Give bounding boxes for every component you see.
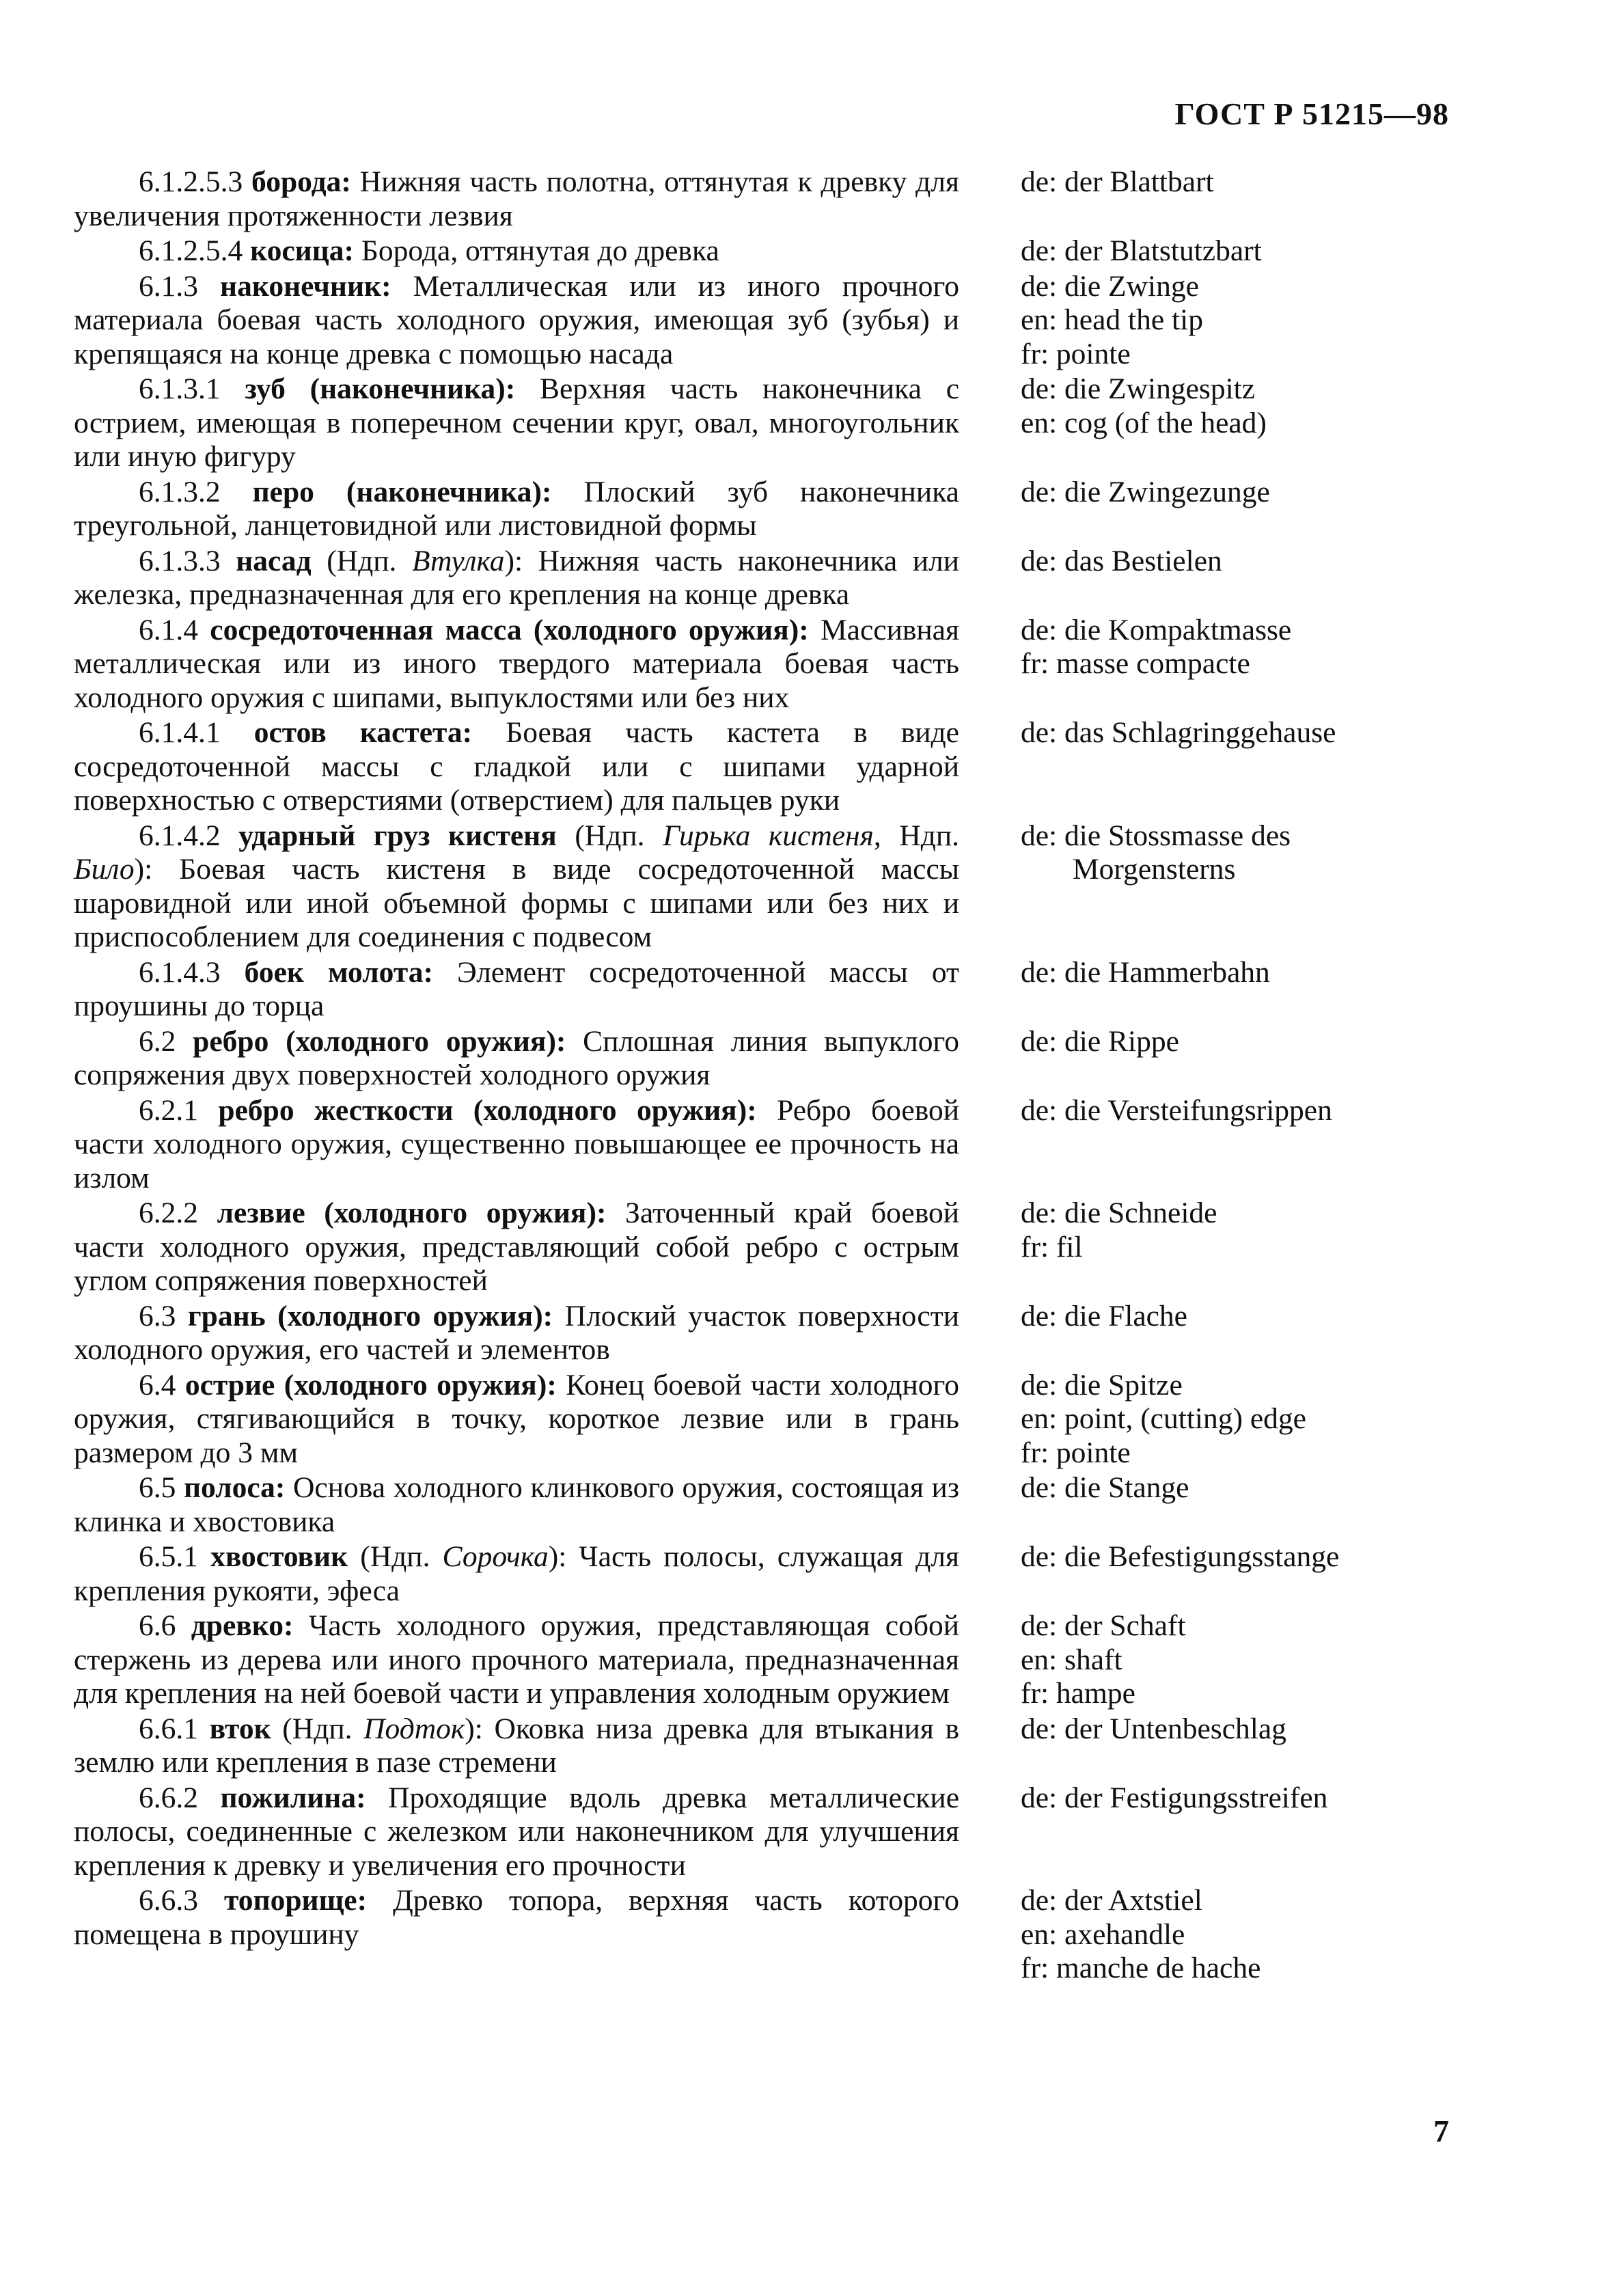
foreign-equivalents — [1021, 819, 1444, 955]
definition-text: Конец боевой части холодного оружия, стягивающийся в точку, короткое лезвие или в грань размером до 3 мм — [74, 1368, 959, 1469]
foreign-equivalents — [1021, 476, 1444, 543]
term-name: ребро (холодного оружия): — [193, 1024, 566, 1058]
term-number: 6.5.1 — [139, 1540, 198, 1573]
foreign-term: fr: pointe — [1021, 1436, 1131, 1469]
foreign-term: de: der Blattbart — [1021, 165, 1214, 198]
term-definition — [74, 1609, 959, 1711]
definition-text: Древко топора, верхняя часть которого помещена в проушину — [74, 1884, 960, 1951]
term-entry — [74, 1609, 1454, 1711]
term-number: 6.6.1 — [139, 1712, 198, 1745]
foreign-equivalents — [1021, 1884, 1444, 1986]
definition-text: Заточенный край боевой части холодного оружия, представляющий собой ребро с острым углом сопряжения поверхностей — [74, 1197, 960, 1297]
term-name: топорище: — [223, 1884, 368, 1917]
definition-text: Нижняя часть полотна, оттянутая к древку для увеличения протяженности лезвия — [74, 165, 959, 232]
definition-text: Часть холодного оружия, представляющая собой стержень из дерева или иного прочного материала, предназначенная для крепления на ней боевой части и управления холодным оружием — [74, 1609, 959, 1710]
definition-text: Плоский участок поверхности холодного оружия, его частей и элементов — [74, 1299, 959, 1366]
definition-text: Борода, оттянутая до древка — [354, 234, 719, 267]
definition-text: ): Боевая часть кистеня в виде сосредоточенной массы шаровидной или иной объемной формы с шипами или без них и приспособлением для соединения с подвесом — [74, 853, 959, 953]
term-entry — [74, 545, 1454, 612]
term-entry — [74, 819, 1454, 955]
deprecated-prefix: (Ндп. — [271, 1712, 364, 1745]
deprecated-term: Било — [74, 853, 135, 886]
term-number: 6.6.2 — [139, 1781, 198, 1814]
term-number: 6.1.2.5.4 — [139, 234, 243, 267]
foreign-equivalents — [1021, 1025, 1444, 1093]
term-definition — [74, 1300, 959, 1367]
term-name: лезвие (холодного оружия): — [217, 1197, 607, 1229]
foreign-equivalents — [1021, 1540, 1444, 1608]
term-definition — [74, 234, 959, 269]
definition-text: Ребро боевой части холодного оружия, существенно повышающее ее прочность на излом — [74, 1093, 959, 1194]
foreign-term: de: das Schlagringgehause — [1021, 716, 1336, 749]
term-number: 6.1.4.2 — [139, 819, 221, 852]
term-number: 6.1.4 — [139, 613, 198, 646]
term-entry — [74, 716, 1454, 818]
term-name: хвостовик — [210, 1540, 348, 1573]
term-number: 6.6.3 — [139, 1884, 198, 1917]
term-name: древко: — [191, 1609, 294, 1642]
term-entry — [74, 1884, 1454, 1986]
definition-text: ): Нижняя часть наконечника или железка, предназначенная для его крепления на конце древка — [74, 544, 959, 611]
term-definition — [74, 1540, 959, 1608]
deprecated-term: Гирька кистеня — [663, 819, 874, 852]
foreign-term: de: die Zwingespitz — [1021, 372, 1256, 405]
term-entry — [74, 614, 1454, 715]
foreign-term: de: die Befestigungsstange — [1021, 1540, 1340, 1573]
term-name: грань (холодного оружия): — [187, 1299, 553, 1332]
term-definition — [74, 1369, 959, 1471]
foreign-term: fr: manche de hache — [1021, 1952, 1261, 1984]
term-entry — [74, 1369, 1454, 1471]
term-definition — [74, 1471, 959, 1539]
term-name: ребро жесткости (холодного оружия): — [218, 1093, 757, 1127]
deprecated-prefix: , Ндп. — [873, 819, 960, 852]
term-definition — [74, 165, 959, 233]
term-definition — [74, 1712, 959, 1780]
deprecated-prefix: (Ндп. — [348, 1540, 443, 1573]
foreign-term: de: der Festigungsstreifen — [1021, 1781, 1328, 1814]
term-entry — [74, 956, 1454, 1024]
term-definition — [74, 1025, 959, 1093]
term-entry — [74, 165, 1454, 233]
term-definition — [74, 1094, 959, 1196]
term-name: наконечник: — [220, 269, 391, 303]
foreign-term: de: der Schaft — [1021, 1609, 1186, 1642]
foreign-term: de: die Spitze — [1021, 1368, 1183, 1402]
foreign-equivalents — [1021, 716, 1444, 818]
term-number: 6.1.3.2 — [139, 475, 221, 508]
foreign-term: de: die Versteifungsrippen — [1021, 1093, 1332, 1127]
term-entry — [74, 476, 1454, 543]
definition-text: ): Оковка низа древка для втыкания в землю или крепления в пазе стремени — [74, 1712, 960, 1779]
term-entry — [74, 372, 1454, 474]
foreign-term: de: der Untenbeschlag — [1021, 1712, 1286, 1745]
definition-text: Плоский зуб наконечника треугольной, ланцетовидной или листовидной формы — [74, 475, 959, 542]
term-entry — [74, 1471, 1454, 1539]
foreign-term: fr: hampe — [1021, 1677, 1135, 1710]
term-definition — [74, 270, 959, 372]
term-entry — [74, 270, 1454, 372]
term-entry — [74, 1094, 1454, 1196]
term-entry — [74, 234, 1454, 269]
foreign-term: de: die Stange — [1021, 1471, 1189, 1504]
term-name: острие (холодного оружия): — [184, 1368, 557, 1402]
definition-text: ): Часть полосы, служащая для крепления рукояти, эфеса — [74, 1540, 960, 1607]
term-entry — [74, 1197, 1454, 1298]
deprecated-prefix: (Ндп. — [311, 544, 412, 577]
foreign-equivalents — [1021, 1609, 1444, 1711]
definition-text: Металлическая или из иного прочного материала боевая часть холодного оружия, имеющая зуб (зубья) и крепящаяся на конце древка с помощью насада — [74, 269, 960, 370]
term-name: пожилина: — [220, 1781, 366, 1814]
definition-text: Сплошная линия выпуклого сопряжения двух поверхностей холодного оружия — [74, 1024, 960, 1091]
term-definition — [74, 819, 959, 955]
term-definition — [74, 1781, 959, 1883]
definition-text: Боевая часть кастета в виде сосредоточенной массы с гладкой или с шипами ударной поверхностью с отверстиями (отверстием) для пальцев руки — [74, 716, 959, 817]
term-name: боек молота: — [244, 955, 433, 989]
foreign-term: fr: pointe — [1021, 337, 1131, 370]
foreign-equivalents — [1021, 1712, 1444, 1780]
term-name: насад — [236, 544, 312, 577]
term-number: 6.1.2.5.3 — [139, 165, 243, 198]
term-entry — [74, 1712, 1454, 1780]
term-definition — [74, 956, 959, 1024]
term-entry — [74, 1781, 1454, 1883]
term-number: 6.1.3.1 — [139, 372, 221, 405]
foreign-equivalents — [1021, 1300, 1444, 1367]
term-number: 6.5 — [139, 1471, 176, 1504]
term-number: 6.2.1 — [139, 1093, 198, 1127]
foreign-term: en: axehandle — [1021, 1917, 1185, 1951]
definition-text: Массивная металлическая или из иного твердого материала боевая часть холодного оружия с шипами, выпуклостями или без них — [74, 613, 959, 714]
term-number: 6.1.4.1 — [139, 716, 221, 749]
foreign-term: de: die Schneide — [1021, 1197, 1217, 1229]
term-number: 6.6 — [139, 1609, 176, 1642]
foreign-equivalents — [1021, 234, 1444, 269]
foreign-equivalents — [1021, 545, 1444, 612]
foreign-equivalents — [1021, 1369, 1444, 1471]
term-number: 6.3 — [139, 1299, 176, 1332]
foreign-term: de: die Kompaktmasse — [1021, 613, 1292, 646]
term-entry — [74, 1300, 1454, 1367]
term-definition — [74, 476, 959, 543]
foreign-term: de: der Blatstutzbart — [1021, 234, 1262, 267]
term-definition — [74, 1197, 959, 1298]
term-entries — [74, 165, 1454, 1987]
term-number: 6.2.2 — [139, 1197, 198, 1229]
term-number: 6.1.3.3 — [139, 544, 221, 577]
foreign-term: de: die Zwinge — [1021, 269, 1199, 303]
deprecated-term: Сорочка — [442, 1540, 549, 1573]
term-name: вток — [209, 1712, 271, 1745]
foreign-equivalents — [1021, 165, 1444, 233]
foreign-term: de: der Axtstiel — [1021, 1884, 1202, 1917]
foreign-term: de: die Stossmasse des — [1021, 819, 1291, 852]
term-name: остов кастета: — [253, 716, 473, 749]
page-number: 7 — [1433, 2114, 1449, 2148]
term-definition — [74, 545, 959, 612]
foreign-equivalents — [1021, 956, 1444, 1024]
term-name: ударный груз кистеня — [238, 819, 557, 852]
term-number: 6.1.3 — [139, 269, 198, 303]
foreign-term: de: die Rippe — [1021, 1024, 1179, 1058]
foreign-term: fr: masse compacte — [1021, 647, 1250, 680]
foreign-equivalents — [1021, 1197, 1444, 1298]
term-entry — [74, 1025, 1454, 1093]
term-definition — [74, 716, 959, 818]
foreign-equivalents — [1021, 614, 1444, 715]
definition-text: Основа холодного клинкового оружия, состоящая из клинка и хвостовика — [74, 1471, 960, 1538]
term-definition — [74, 1884, 959, 1986]
foreign-equivalents — [1021, 1094, 1444, 1196]
foreign-term: Morgensterns — [1073, 853, 1236, 886]
definition-text: Элемент сосредоточенной массы от проушины до торца — [74, 955, 960, 1022]
foreign-term: en: shaft — [1021, 1643, 1122, 1676]
term-name: зуб (наконечника): — [245, 372, 516, 405]
foreign-term: en: point, (cutting) edge — [1021, 1402, 1306, 1435]
foreign-term: de: die Hammerbahn — [1021, 955, 1270, 989]
document-header: ГОСТ Р 51215—98 — [1174, 96, 1449, 131]
term-definition — [74, 614, 959, 715]
definition-text: Проходящие вдоль древка металлические полосы, соединенные с железком или наконечником для улучшения крепления к древку и увеличения его прочности — [74, 1781, 960, 1882]
foreign-term: de: das Bestielen — [1021, 544, 1222, 577]
foreign-equivalents — [1021, 270, 1444, 372]
term-number: 6.4 — [139, 1368, 176, 1402]
deprecated-term: Подток — [363, 1712, 465, 1745]
foreign-equivalents — [1021, 1781, 1444, 1883]
term-number: 6.2 — [139, 1024, 176, 1058]
deprecated-prefix: (Ндп. — [556, 819, 663, 852]
term-name: полоса: — [183, 1471, 286, 1504]
term-number: 6.1.4.3 — [139, 955, 221, 989]
term-name: перо (наконечника): — [252, 475, 552, 508]
foreign-term: fr: fil — [1021, 1230, 1083, 1263]
foreign-equivalents — [1021, 372, 1444, 474]
foreign-term: en: head the tip — [1021, 303, 1203, 336]
term-name: косица: — [250, 234, 355, 267]
foreign-term: de: die Flache — [1021, 1299, 1187, 1332]
term-definition — [74, 372, 959, 474]
deprecated-term: Втулка — [411, 544, 505, 577]
term-name: сосредоточенная масса (холодного оружия): — [210, 613, 809, 646]
foreign-equivalents — [1021, 1471, 1444, 1539]
definition-text: Верхняя часть наконечника с острием, имеющая в поперечном сечении круг, овал, многоугольник или иную фигуру — [74, 372, 960, 473]
foreign-term: en: cog (of the head) — [1021, 406, 1267, 439]
term-entry — [74, 1540, 1454, 1608]
term-name: борода: — [251, 165, 351, 198]
foreign-term: de: die Zwingezunge — [1021, 475, 1270, 508]
